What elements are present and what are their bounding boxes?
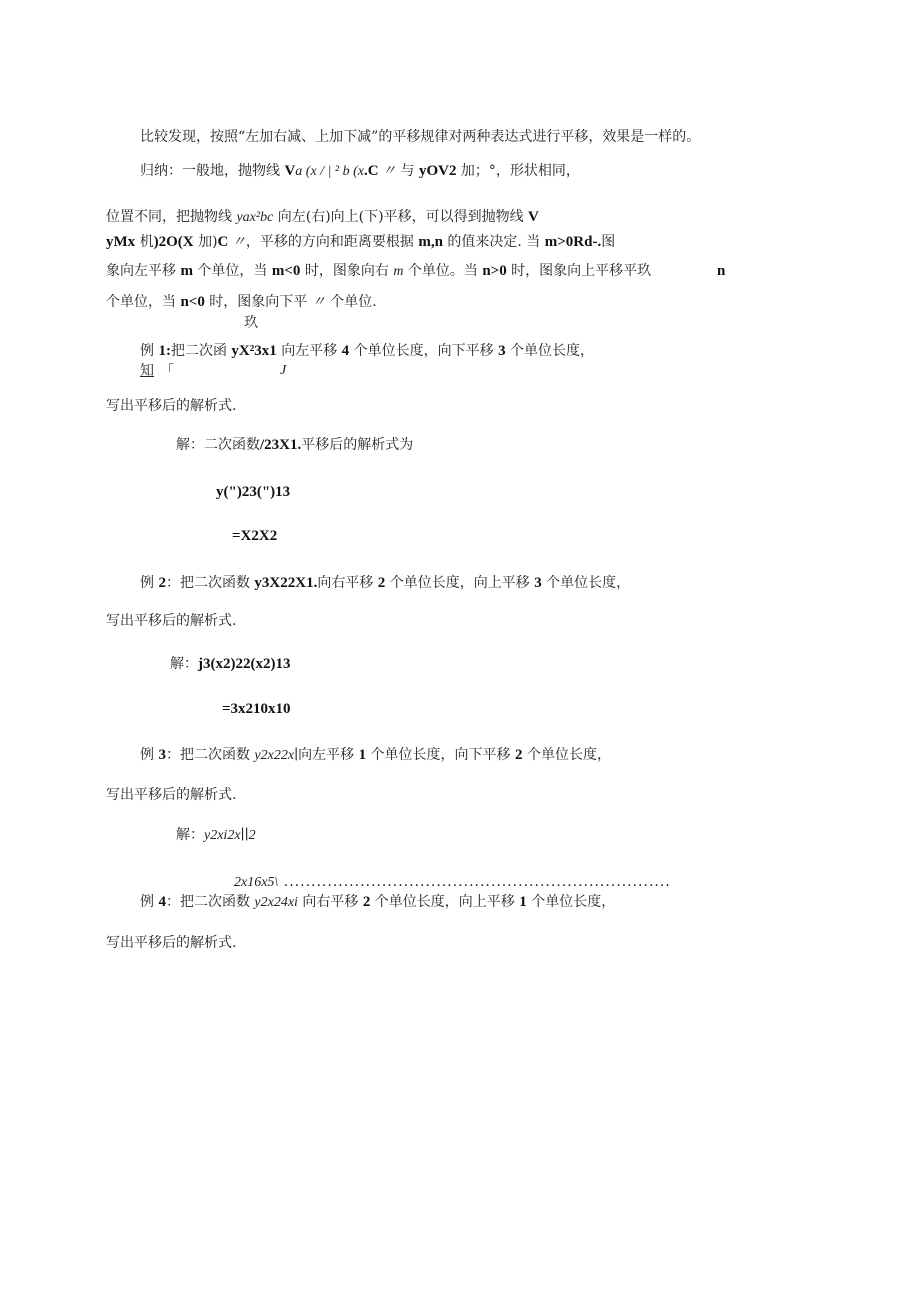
text: 个单位。当	[403, 263, 483, 279]
formula: 3	[158, 747, 166, 763]
example-3-step-2	[234, 873, 671, 892]
text: 向右平移	[317, 575, 378, 591]
example-4-title	[140, 893, 615, 912]
text: 个单位长度，向下平移	[349, 343, 499, 359]
dotted-leader: .......................................................................	[278, 874, 671, 890]
text: 解：	[170, 656, 198, 672]
intro-line-1: 比较发现，按照“左加右减、上加下减”的平移规律对两种表达式进行平移，效果是一样的。	[140, 129, 701, 145]
text: ：把二次函数	[165, 894, 255, 910]
text: 例	[140, 747, 159, 763]
text: 象向左平移	[106, 263, 181, 279]
text: 时，图象向上平移平玖	[506, 263, 652, 279]
formula: 1	[358, 747, 367, 763]
formula: j3(x2)22(x2)13	[198, 656, 291, 672]
formula: )2O(X	[153, 234, 194, 250]
intro-line-4	[106, 233, 615, 252]
text: 向左平移	[276, 343, 342, 359]
text: ，平移的方向和距离要根据	[245, 234, 419, 250]
text: 例	[140, 575, 159, 591]
text: 个单位长度，向上平移	[385, 575, 535, 591]
text: 与	[396, 163, 419, 179]
text: 图	[601, 234, 616, 250]
formula: 〃	[311, 295, 326, 310]
formula: .C	[363, 163, 379, 179]
formula: V	[284, 163, 296, 179]
formula: yax²bc	[236, 210, 274, 225]
text: 个单位长度，向下平移	[366, 747, 515, 763]
text: 个单位长度，	[505, 343, 595, 359]
text: ：把二次函数	[165, 575, 255, 591]
example-3-ask: 写出平移后的解析式.	[106, 787, 237, 803]
text: 时，图象向下平	[204, 294, 312, 310]
example-1-note: 知	[140, 363, 154, 379]
formula: m>0Rd-.	[544, 234, 602, 250]
example-1-title	[140, 342, 594, 360]
text: 的值来决定. 当	[442, 234, 545, 250]
formula: C	[217, 234, 229, 250]
text: 解：	[176, 827, 204, 843]
example-1-ask: 写出平移后的解析式.	[106, 398, 237, 414]
text: 例	[140, 343, 159, 359]
text: 加；°，形状相同，	[456, 163, 580, 179]
formula: n<0	[180, 294, 205, 310]
example-1-solution	[176, 436, 413, 454]
text: 向右平移	[297, 894, 363, 910]
formula: n>0	[482, 263, 507, 279]
formula: 2	[362, 894, 371, 910]
formula: n	[717, 263, 726, 279]
text: 个单位长度，	[526, 894, 616, 910]
intro-line-2	[140, 162, 580, 181]
intro-line-3	[106, 208, 539, 227]
example-3-solution	[176, 826, 256, 845]
formula: 4	[341, 343, 350, 359]
formula: m<0	[271, 263, 301, 279]
formula: yMx	[106, 234, 136, 250]
formula: V	[528, 209, 539, 225]
example-2-solution	[170, 655, 290, 673]
formula: 〃	[228, 235, 246, 250]
text: 向左(右)向上(下)平移，可以得到抛物线	[273, 209, 529, 225]
example-1-bracket: 「	[160, 363, 174, 379]
formula: 1:	[158, 343, 171, 359]
formula: yX²3x1	[231, 343, 277, 359]
formula: y2x24xi	[254, 895, 298, 910]
example-2-title	[140, 574, 630, 592]
formula: y2x22x	[254, 748, 295, 763]
text: 个单位长度，	[541, 575, 631, 591]
formula: /23X1.	[260, 437, 302, 453]
text: 平移后的解析式为	[301, 437, 414, 453]
formula: y3X22X1.	[254, 575, 318, 591]
text: 个单位长度，	[522, 747, 611, 763]
intro-line-7: 玖	[244, 315, 258, 331]
formula: 3	[498, 343, 506, 359]
text: 时，图象向右	[300, 263, 394, 279]
text: 加)	[193, 234, 218, 250]
formula: 2x16x5\	[234, 875, 279, 890]
text: 个单位.	[325, 294, 377, 310]
formula: m,n	[418, 234, 443, 250]
example-2-ask: 写出平移后的解析式.	[106, 613, 237, 629]
text: 归纳：一般地，抛物线	[140, 163, 285, 179]
formula: 2	[515, 747, 523, 763]
example-1-step-2: =X2X2	[232, 528, 278, 544]
formula: a (x / | ² b (x	[295, 164, 364, 179]
text: 把二次函	[170, 343, 232, 359]
formula: 1	[519, 894, 527, 910]
text: 个单位，当	[106, 294, 181, 310]
text: 个单位，当	[192, 263, 272, 279]
example-1-step-1: y(")23(")13	[216, 484, 291, 500]
text: 例	[140, 894, 159, 910]
intro-line-5	[106, 262, 651, 281]
formula: 3	[534, 575, 542, 591]
text: ∣向左平移	[294, 747, 359, 763]
formula: 〃	[378, 164, 397, 179]
example-3-title	[140, 746, 611, 765]
text: 解：二次函数	[176, 437, 260, 453]
formula: y2xi2x∣∣2	[204, 828, 256, 843]
text: 机	[135, 234, 154, 250]
formula: m	[180, 263, 193, 279]
formula: 4	[158, 894, 166, 910]
example-2-step-2: =3x210x10	[222, 701, 291, 717]
example-1-mark: J	[280, 363, 287, 378]
text: 个单位长度，向上平移	[370, 894, 520, 910]
formula: m	[393, 264, 404, 279]
formula: 2	[377, 575, 386, 591]
text: 位置不同，把抛物线	[106, 209, 237, 225]
text: ：把二次函数	[165, 747, 255, 763]
formula: 2	[158, 575, 166, 591]
formula: yOV2	[418, 163, 457, 179]
example-4-ask: 写出平移后的解析式.	[106, 935, 237, 951]
intro-line-6	[106, 293, 377, 312]
